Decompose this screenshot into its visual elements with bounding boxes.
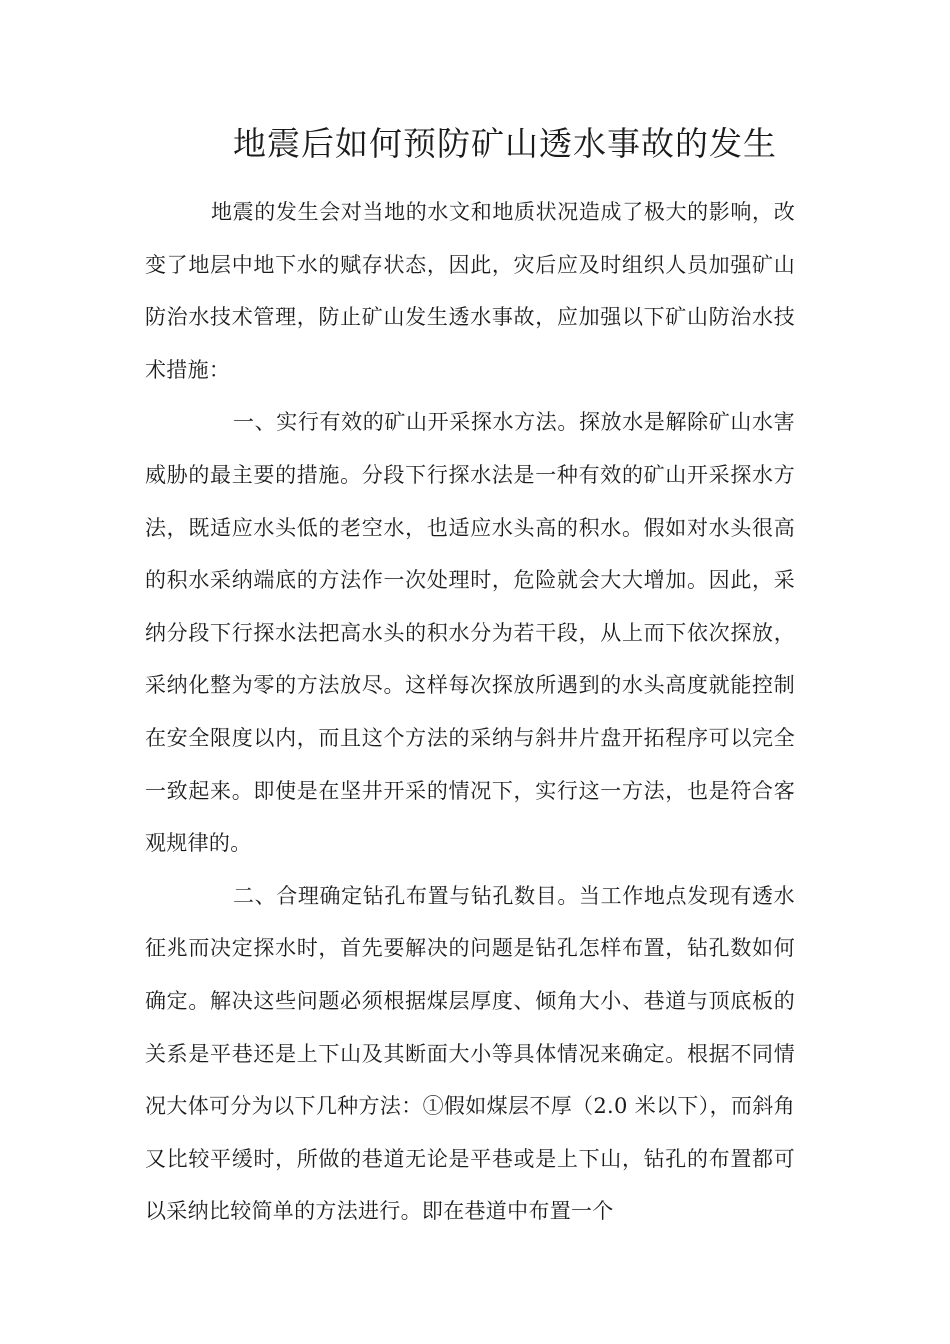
- document-title: 地震后如何预防矿山透水事故的发生: [233, 124, 777, 163]
- paragraph-intro: 地震的发生会对当地的水文和地质状况造成了极大的影响，改变了地层中地下水的赋存状态，因此，灾后应及时组织人员加强矿山防治水技术管理，防止矿山发生透水事故，应加强以下矿山防治水技术措施：: [145, 200, 795, 382]
- document-body: [145, 186, 795, 1238]
- paragraph-section-1: 一、实行有效的矿山开采探水方法。探放水是解除矿山水害威胁的最主要的措施。分段下行探水法是一种有效的矿山开采探水方法，既适应水头低的老空水，也适应水头高的积水。假如对水头很高的积水采纳端底的方法作一次处理时，危险就会大大增加。因此，采纳分段下行探水法把高水头的积水分为若干段，从上而下依次探放，采纳化整为零的方法放尽。这样每次探放所遇到的水头高度就能控制在安全限度以内，而且这个方法的采纳与斜井片盘开拓程序可以完全一致起来。即使是在坚井开采的情况下，实行这一方法，也是符合客观规律的。: [145, 410, 795, 856]
- paragraph-section-2: 二、合理确定钻孔布置与钻孔数目。当工作地点发现有透水征兆而决定探水时，首先要解决的问题是钻孔怎样布置，钻孔数如何确定。解决这些问题必须根据煤层厚度、倾角大小、巷道与顶底板的关系是平巷还是上下山及其断面大小等具体情况来确定。根据不同情况大体可分为以下几种方法：①假如煤层不厚（2.0 米以下），而斜角又比较平缓时，所做的巷道无论是平巷或是上下山，钻孔的布置都可以采纳比较简单的方法进行。即在巷道中布置一个: [145, 883, 795, 1224]
